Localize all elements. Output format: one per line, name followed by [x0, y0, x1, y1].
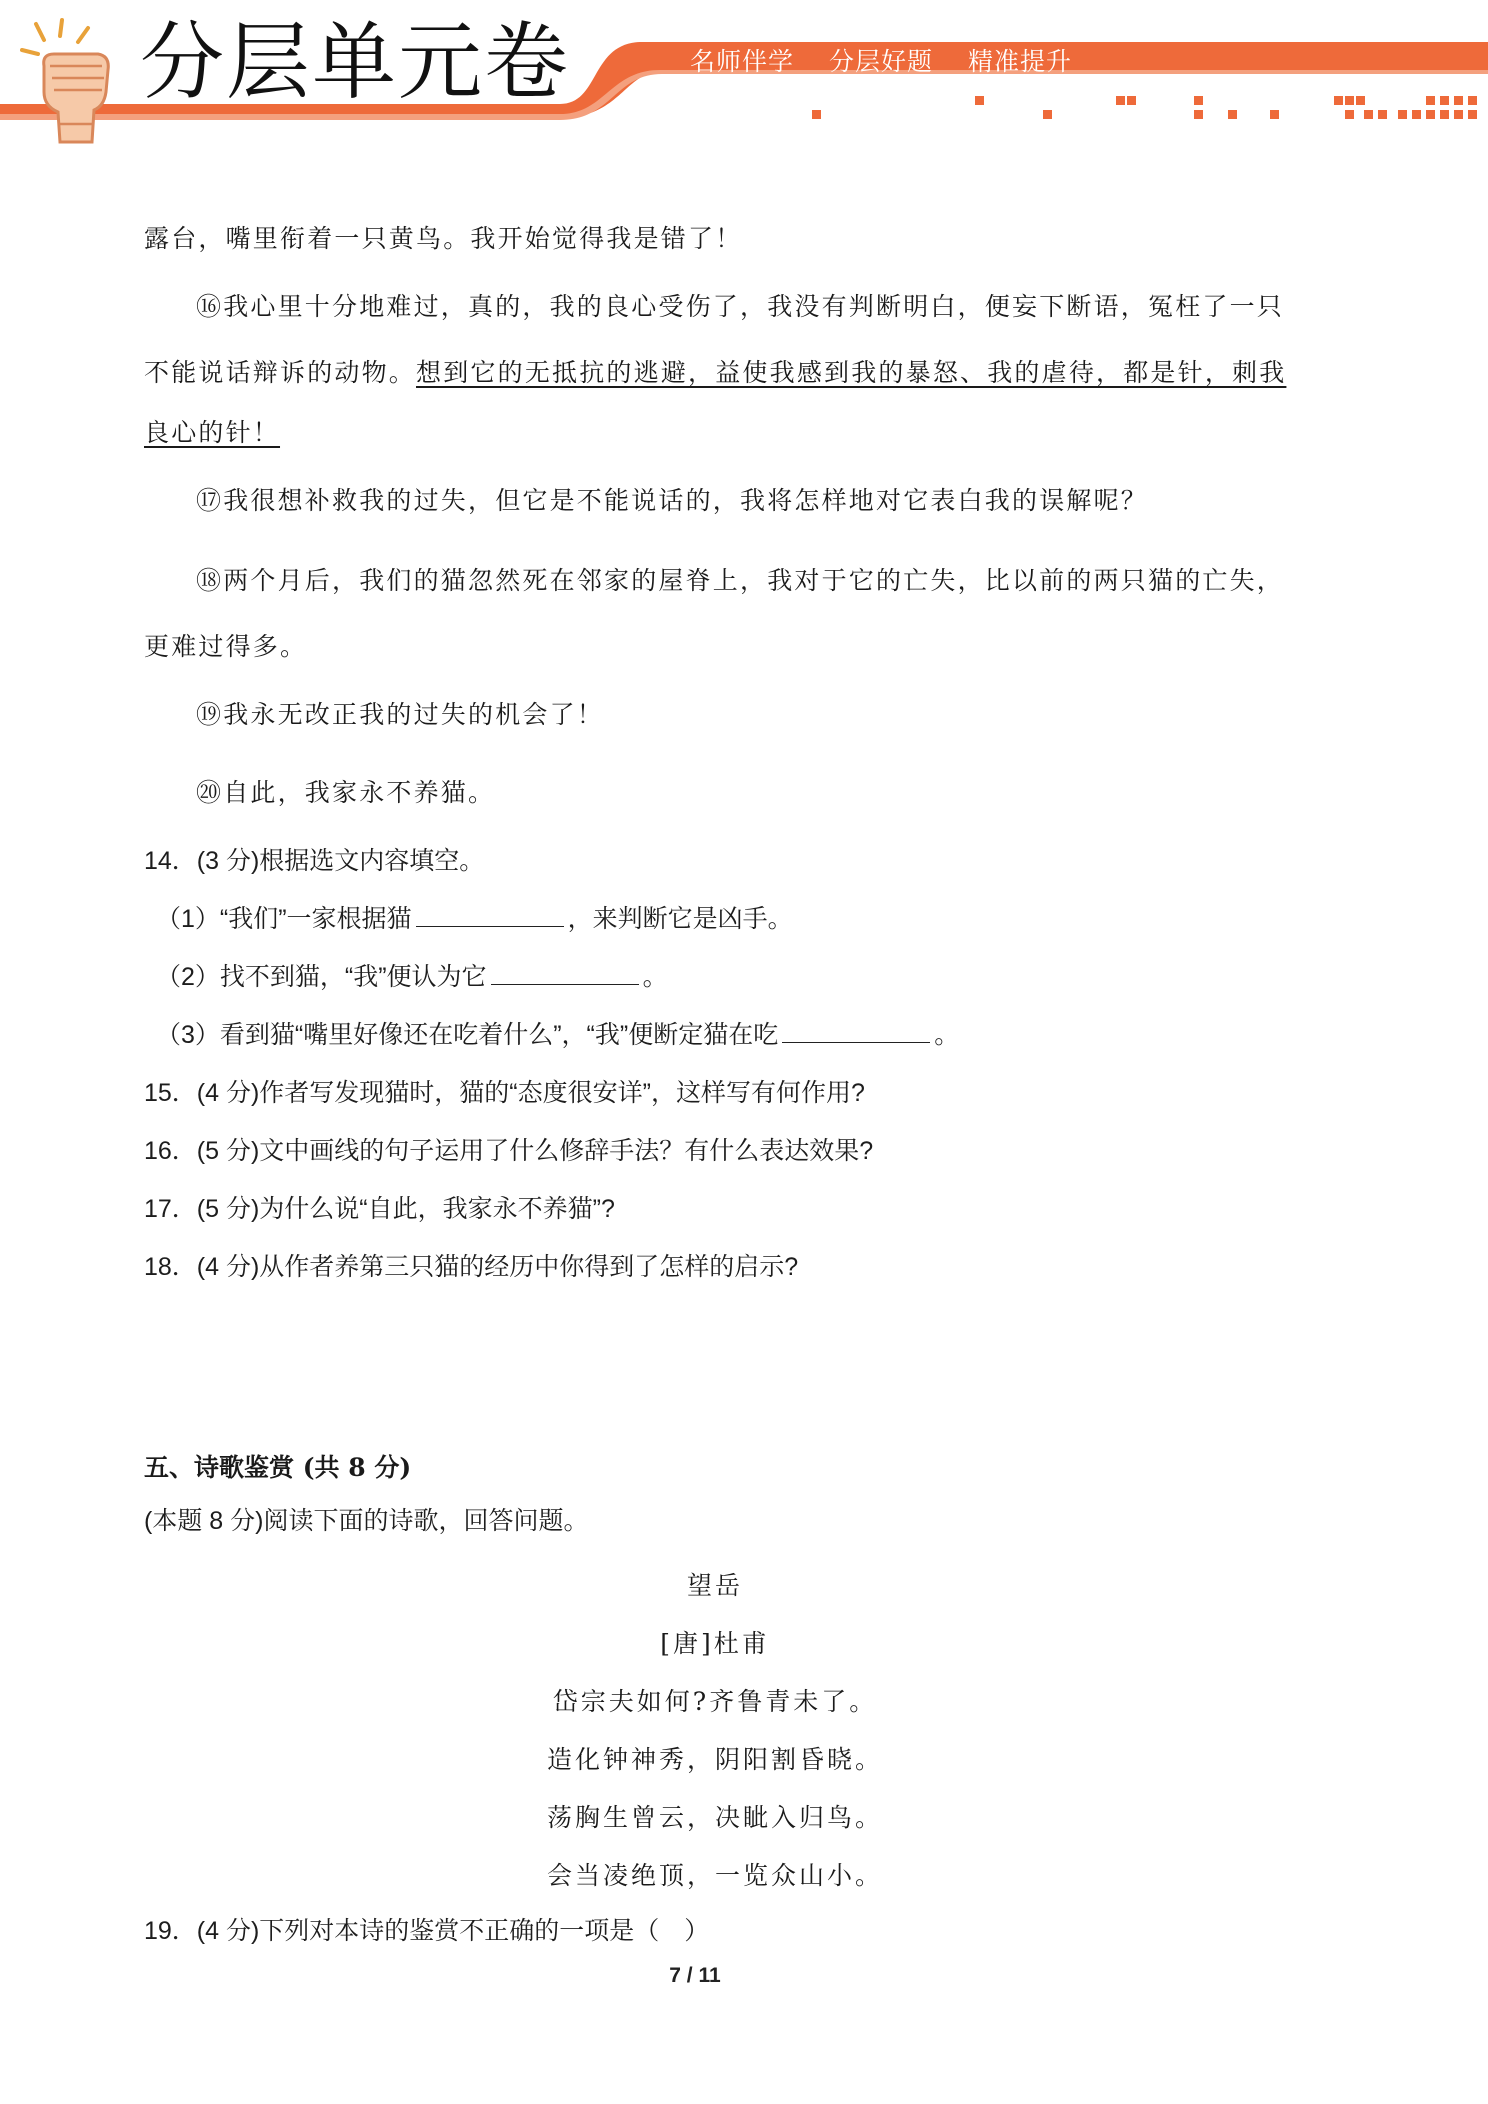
question-17: 17．(5 分)为什么说“自此，我家永不养猫”?	[144, 1195, 615, 1223]
answer-blank[interactable]	[416, 904, 564, 927]
answer-blank[interactable]	[491, 962, 639, 985]
question-14-2	[156, 962, 668, 992]
question-18: 18．(4 分)从作者养第三只猫的经历中你得到了怎样的启示?	[144, 1253, 799, 1281]
passage-paragraph-16: ⑯我心里十分地难过，真的，我的良心受伤了，我没有判断明白，便妄下断语，冤枉了一只	[196, 292, 1285, 321]
passage-paragraph-18: ⑱两个月后，我们的猫忽然死在邻家的屋脊上，我对于它的亡失，比以前的两只猫的亡失，	[196, 566, 1285, 595]
question-text: ，来判断它是凶手。	[567, 905, 793, 933]
passage-text: 不能说话辩诉的动物。	[144, 358, 417, 387]
page-header	[0, 0, 1488, 130]
answer-blank[interactable]	[782, 1020, 930, 1043]
passage-line: 更难过得多。	[144, 632, 308, 661]
question-text: 。	[642, 963, 668, 991]
question-text: （1）“我们”一家根据猫	[156, 905, 412, 933]
slogan-3: 精准提升	[967, 47, 1072, 76]
passage-paragraph-17: ⑰我很想补救我的过失，但它是不能说话的，我将怎样地对它表白我的误解呢？	[196, 486, 1149, 515]
question-text: （2）找不到猫，“我”便认为它	[156, 963, 487, 991]
question-15: 15．(4 分)作者写发现猫时，猫的“态度很安详”，这样写有何作用?	[144, 1079, 865, 1107]
underlined-sentence-end: 良心的针！	[144, 418, 281, 447]
brand-title: 分层单元卷	[140, 13, 571, 111]
header-slogans	[690, 42, 1098, 78]
passage-line: 露台，嘴里衔着一只黄鸟。我开始觉得我是错了！	[144, 224, 743, 253]
section-title: 五、诗歌鉴赏 (共 8 分)	[144, 1453, 412, 1482]
question-14-1	[156, 904, 793, 934]
poem-title: 望岳	[686, 1571, 743, 1600]
passage-paragraph-20: ⑳自此，我家永不养猫。	[196, 778, 496, 807]
poem-author: [唐]杜甫	[660, 1629, 770, 1658]
question-text: 。	[934, 1021, 960, 1049]
poem-line: 会当凌绝顶，一览众山小。	[546, 1861, 883, 1890]
question-text: （3）看到猫“嘴里好像还在吃着什么”，“我”便断定猫在吃	[156, 1021, 779, 1049]
underlined-sentence: 想到它的无抵抗的逃避，益使我感到我的暴怒、我的虐待，都是针，刺我	[416, 358, 1287, 387]
poem-line: 岱宗夫如何?齐鲁青未了。	[552, 1687, 878, 1716]
question-14-3	[156, 1020, 959, 1050]
section-intro: (本题 8 分)阅读下面的诗歌，回答问题。	[144, 1507, 589, 1535]
decorative-squares	[812, 96, 1477, 119]
passage-paragraph-19: ⑲我永无改正我的过失的机会了！	[196, 700, 605, 729]
question-16: 16．(5 分)文中画线的句子运用了什么修辞手法？有什么表达效果?	[144, 1137, 874, 1165]
fist-logo-icon	[14, 14, 132, 146]
question-14: 14．(3 分)根据选文内容填空。	[144, 847, 485, 875]
page-number: 7 / 11	[669, 1964, 721, 1987]
question-19: 19．(4 分)下列对本诗的鉴赏不正确的一项是（ ）	[144, 1917, 710, 1945]
passage-line	[144, 358, 1286, 388]
slogan-1: 名师伴学	[690, 47, 795, 76]
poem-line: 造化钟神秀，阴阳割昏晓。	[546, 1745, 883, 1774]
slogan-2: 分层好题	[828, 47, 933, 76]
poem-line: 荡胸生曾云，决眦入归鸟。	[546, 1803, 883, 1832]
